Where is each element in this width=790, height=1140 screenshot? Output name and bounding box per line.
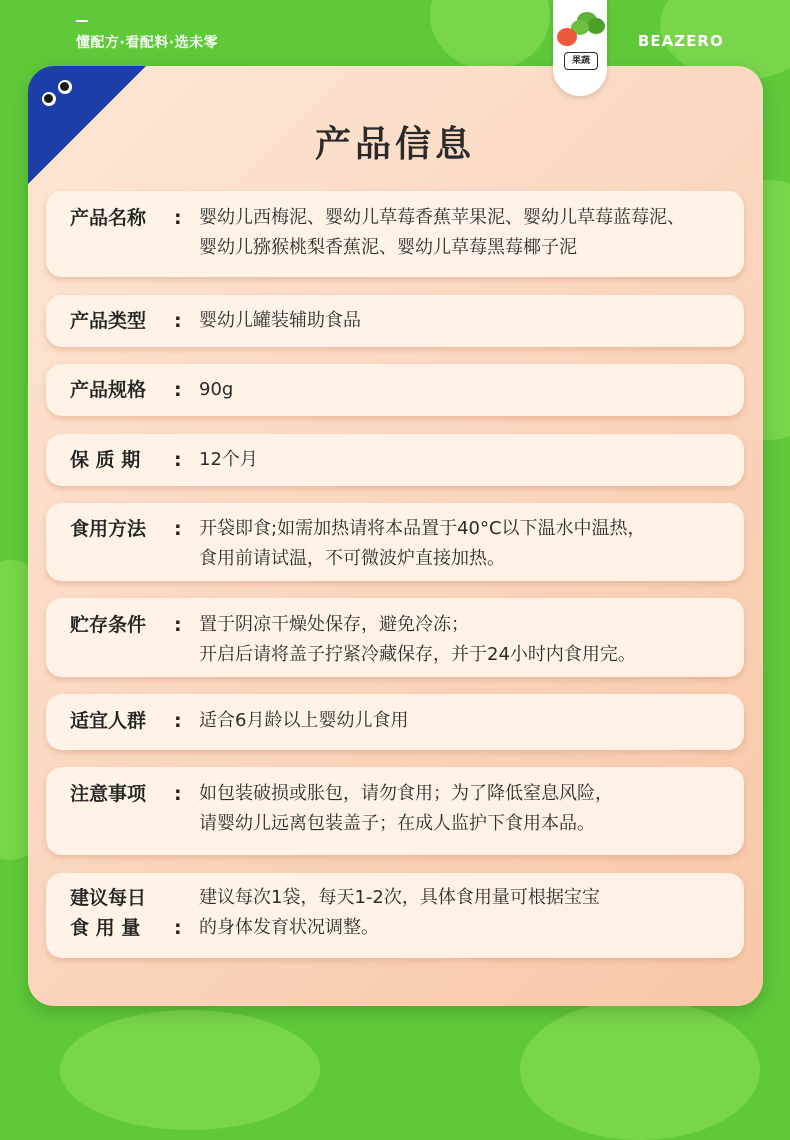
row-label: 食用方法: [70, 518, 147, 540]
row-colon: :: [174, 449, 182, 471]
row-colon: :: [174, 207, 182, 229]
row-label: 贮存条件: [70, 614, 147, 636]
page-title: 产品信息: [314, 124, 475, 165]
mascot-label: 果蔬: [564, 52, 598, 70]
eye-icon: [42, 92, 56, 106]
top-bar: [0, 0, 790, 70]
row-colon: :: [174, 710, 182, 732]
info-row-storage: [46, 598, 744, 677]
info-row-product-name: [46, 191, 744, 277]
row-colon: :: [174, 518, 182, 540]
row-colon: :: [174, 614, 182, 636]
info-row-precautions: [46, 767, 744, 855]
slogan-dash: [76, 20, 88, 22]
info-row-target-group: [46, 694, 744, 750]
row-label: 产品类型: [70, 310, 147, 332]
background-blob: [520, 1000, 760, 1140]
info-row-daily-amount: [46, 873, 744, 958]
row-value: 建议每次1袋，每天1-2次，具体食用量可根据宝宝 的身体发育状况调整。: [199, 887, 600, 938]
row-label: 适宜人群: [70, 710, 147, 732]
eye-icon: [58, 80, 72, 94]
row-label: 保 质 期: [70, 449, 141, 471]
row-value: 置于阴凉干燥处保存，避免冷冻； 开启后请将盖子拧紧冷藏保存，并于24小时内食用完。: [199, 614, 636, 665]
row-colon: :: [174, 783, 182, 805]
row-value: 婴幼儿罐装辅助食品: [199, 310, 361, 331]
row-value: 12个月: [199, 449, 258, 470]
row-label: 产品规格: [70, 379, 147, 401]
row-colon: :: [174, 917, 182, 939]
row-label: 建议每日 食 用 量: [70, 887, 147, 939]
background-blob: [60, 1010, 320, 1130]
info-row-shelf-life: [46, 434, 744, 486]
mascot-badge: [553, 0, 607, 96]
row-value: 90g: [199, 379, 234, 400]
row-value: 如包装破损或胀包，请勿食用；为了降低窒息风险， 请婴幼儿远离包装盖子；在成人监护下食用本品。: [199, 783, 613, 834]
info-row-usage: [46, 503, 744, 581]
info-row-product-type: [46, 295, 744, 347]
slogan-text: 懂配方·看配料·选未零: [76, 35, 219, 51]
tomato-icon: [557, 28, 577, 46]
brand-logo: BEAZERO: [638, 32, 724, 50]
row-value: 婴幼儿西梅泥、婴幼儿草莓香蕉苹果泥、婴幼儿草莓蓝莓泥、 婴幼儿猕猴桃梨香蕉泥、婴幼儿草莓黑莓椰子泥: [199, 207, 685, 258]
row-label: 注意事项: [70, 783, 147, 805]
row-colon: :: [174, 379, 182, 401]
info-row-specification: [46, 364, 744, 416]
row-value: 适合6月龄以上婴幼儿食用: [199, 710, 409, 731]
row-colon: :: [174, 310, 182, 332]
row-value: 开袋即食;如需加热请将本品置于40°C以下温水中温热， 食用前请试温，不可微波炉直接加热。: [199, 518, 646, 569]
row-label: 产品名称: [70, 207, 147, 229]
